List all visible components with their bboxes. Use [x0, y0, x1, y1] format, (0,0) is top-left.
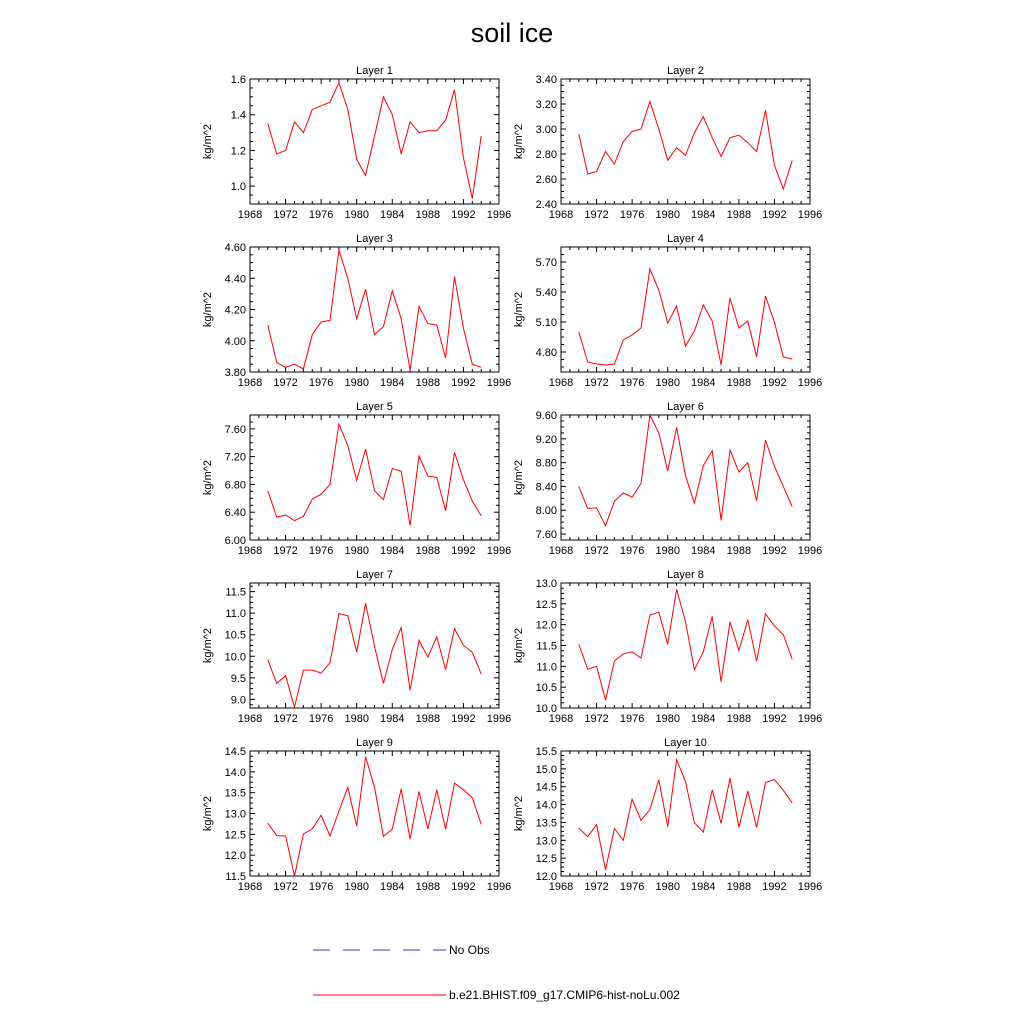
panel-layer-3-xtick-label: 1980 — [344, 377, 369, 389]
panel-layer-1-ytick-label: 1.6 — [230, 74, 246, 86]
panel-layer-10-ytick-label: 12.5 — [535, 853, 557, 866]
panel-layer-8-xtick-label: 1976 — [619, 713, 645, 725]
panel-layer-9-xtick-label: 1972 — [273, 881, 298, 893]
panel-layer-6-xtick-label: 1992 — [762, 545, 787, 557]
panel-layer-9-xtick-label: 1968 — [237, 881, 263, 893]
panel-layer-6-xtick-label: 1976 — [619, 545, 645, 557]
panel-layer-5-xtick-label: 1980 — [344, 545, 369, 557]
panel-layer-8-ylabel: kg/m^2 — [513, 627, 525, 664]
panel-layer-4-xtick-label: 1992 — [762, 377, 787, 389]
panel-layer-7-xtick-label: 1996 — [486, 713, 512, 725]
panel-layer-10-xtick-label: 1976 — [619, 881, 645, 893]
panel-layer-6-ytick-label: 8.80 — [535, 457, 557, 470]
panel-layer-5-ylabel: kg/m^2 — [202, 459, 214, 496]
panel-layer-9-title: Layer 9 — [356, 737, 393, 749]
panel-layer-9-xtick-label: 1980 — [344, 881, 369, 893]
panel-layer-7-ytick-label: 11.0 — [225, 608, 246, 621]
panel-layer-9-ytick-label: 14.0 — [224, 766, 246, 779]
panel-layer-6-xtick-label: 1984 — [691, 545, 716, 557]
panel-layer-10-xtick-label: 1980 — [655, 881, 680, 893]
panel-layer-10-xtick-label: 1984 — [691, 881, 716, 893]
panel-layer-7-xtick-label: 1984 — [380, 713, 405, 725]
panel-layer-8-ytick-label: 13.0 — [535, 578, 557, 590]
panel-layer-10-xtick-label: 1992 — [762, 881, 787, 893]
panel-layer-10-xtick-label: 1996 — [797, 881, 823, 893]
panel-layer-3-xtick-label: 1992 — [451, 377, 476, 389]
panel-layer-7-xtick-label: 1988 — [415, 713, 441, 725]
panel-layer-9-ytick-label: 12.5 — [224, 829, 246, 842]
panel-layer-3-ytick-label: 4.60 — [224, 242, 246, 254]
panel-layer-5-xtick-label: 1984 — [380, 545, 405, 557]
panel-layer-9-xtick-label: 1996 — [486, 881, 512, 893]
panel-layer-5-xtick-label: 1968 — [237, 545, 263, 557]
panel-layer-8-ytick-label: 11.5 — [536, 640, 557, 653]
panel-layer-10-ytick-label: 12.0 — [535, 871, 557, 883]
panel-layer-2-xtick-label: 1976 — [619, 209, 645, 221]
panel-layer-5-ytick-label: 6.00 — [224, 535, 246, 547]
panel-layer-9-ytick-label: 13.5 — [224, 787, 246, 800]
panel-layer-6-xtick-label: 1988 — [726, 545, 752, 557]
panel-layer-7-ytick-label: 10.5 — [224, 629, 246, 642]
panel-layer-1-title: Layer 1 — [356, 65, 393, 77]
panel-layer-8-ytick-label: 10.5 — [535, 682, 557, 695]
panel-layer-10-ytick-label: 15.5 — [535, 746, 557, 758]
panel-layer-7-ylabel: kg/m^2 — [202, 627, 214, 664]
panel-layer-4-xtick-label: 1988 — [726, 377, 752, 389]
legend-label-model: b.e21.BHIST.f09_g17.CMIP6-hist-noLu.002 — [449, 988, 680, 1002]
panel-layer-2-xtick-label: 1988 — [726, 209, 752, 221]
panel-layer-1-xtick-label: 1980 — [344, 209, 369, 221]
panel-layer-9-ylabel: kg/m^2 — [202, 795, 214, 832]
panel-layer-4-ytick-label: 5.10 — [535, 317, 557, 329]
panel-layer-4-ytick-label: 4.80 — [535, 347, 557, 359]
panel-layer-8-title: Layer 8 — [667, 569, 704, 581]
panel-layer-6-ytick-label: 9.20 — [535, 433, 557, 446]
panel-layer-7-ytick-label: 10.0 — [224, 651, 246, 664]
panel-layer-8-xtick-label: 1980 — [655, 713, 680, 725]
panel-layer-2-ytick-label: 3.40 — [535, 74, 557, 86]
panel-layer-4-xtick-label: 1996 — [797, 377, 823, 389]
panel-layer-5-title: Layer 5 — [356, 401, 393, 413]
panel-layer-2-xtick-label: 1980 — [655, 209, 680, 221]
panel-layer-3-ytick-label: 4.00 — [224, 335, 246, 348]
panel-layer-1-xtick-label: 1984 — [380, 209, 405, 221]
legend-label-no-obs: No Obs — [449, 943, 490, 957]
panel-layer-3-xtick-label: 1996 — [486, 377, 512, 389]
panel-layer-6-xtick-label: 1996 — [797, 545, 823, 557]
panel-layer-10-title: Layer 10 — [664, 737, 707, 749]
panel-layer-1-xtick-label: 1988 — [415, 209, 441, 221]
panel-layer-10-xtick-label: 1988 — [726, 881, 752, 893]
panel-layer-6-xtick-label: 1972 — [584, 545, 609, 557]
panel-layer-6-xtick-label: 1980 — [655, 545, 680, 557]
panel-layer-7-xtick-label: 1972 — [273, 713, 298, 725]
panel-layer-1-xtick-label: 1976 — [308, 209, 334, 221]
panel-layer-2-ytick-label: 3.20 — [535, 99, 557, 111]
panel-layer-9-xtick-label: 1992 — [451, 881, 476, 893]
panel-layer-6-xtick-label: 1968 — [548, 545, 574, 557]
panel-layer-10-ytick-label: 15.0 — [535, 763, 557, 776]
panel-layer-5-ytick-label: 6.80 — [224, 479, 246, 492]
panel-layer-7-ytick-label: 9.0 — [230, 694, 246, 707]
panel-layer-1-xtick-label: 1972 — [273, 209, 298, 221]
panel-layer-1-xtick-label: 1968 — [237, 209, 263, 221]
panel-layer-4-ylabel: kg/m^2 — [513, 291, 525, 328]
panel-layer-3-ytick-label: 4.20 — [224, 304, 246, 317]
panel-layer-10-xtick-label: 1968 — [548, 881, 574, 893]
panel-layer-6-ytick-label: 8.00 — [535, 505, 557, 518]
panel-layer-3-xtick-label: 1984 — [380, 377, 405, 389]
panel-layer-4-xtick-label: 1980 — [655, 377, 680, 389]
panel-layer-2-ytick-label: 2.40 — [535, 199, 557, 211]
panel-layer-9-ytick-label: 13.0 — [224, 808, 246, 821]
panel-layer-10-xtick-label: 1972 — [584, 881, 609, 893]
panel-layer-8-ytick-label: 12.5 — [535, 598, 557, 611]
panel-layer-6-ytick-label: 7.60 — [535, 529, 557, 542]
panel-layer-9-xtick-label: 1984 — [380, 881, 405, 893]
panel-layer-9-ytick-label: 14.5 — [224, 746, 246, 758]
panel-layer-7-ytick-label: 11.5 — [225, 586, 246, 599]
panel-layer-3-ylabel: kg/m^2 — [202, 291, 214, 328]
panel-layer-3-xtick-label: 1988 — [415, 377, 441, 389]
panel-layer-8-xtick-label: 1992 — [762, 713, 787, 725]
panel-layer-3-xtick-label: 1976 — [308, 377, 334, 389]
panel-layer-5-xtick-label: 1992 — [451, 545, 476, 557]
panel-layer-6-title: Layer 6 — [667, 401, 704, 413]
panel-layer-10-ylabel: kg/m^2 — [513, 795, 525, 832]
panel-layer-1-ytick-label: 1.2 — [230, 145, 246, 158]
panel-layer-8-xtick-label: 1996 — [797, 713, 823, 725]
panel-layer-7-xtick-label: 1980 — [344, 713, 369, 725]
panel-layer-2-xtick-label: 1996 — [797, 209, 823, 221]
panel-layer-5-ytick-label: 6.40 — [224, 507, 246, 520]
panel-layer-8-ytick-label: 11.0 — [536, 661, 557, 674]
panel-layer-1-ylabel: kg/m^2 — [202, 123, 214, 160]
panel-layer-5-ytick-label: 7.20 — [224, 451, 246, 464]
panel-layer-1-ytick-label: 1.4 — [230, 109, 246, 122]
panel-layer-9-ytick-label: 11.5 — [225, 871, 246, 883]
figure-title: soil ice — [470, 18, 554, 48]
panel-layer-8-xtick-label: 1968 — [548, 713, 574, 725]
panel-layer-10-ytick-label: 13.0 — [535, 835, 557, 848]
panel-layer-7-xtick-label: 1992 — [451, 713, 476, 725]
panel-layer-5-xtick-label: 1976 — [308, 545, 334, 557]
panel-layer-2-ytick-label: 2.60 — [535, 174, 557, 186]
panel-layer-8-xtick-label: 1984 — [691, 713, 716, 725]
panel-layer-3-title: Layer 3 — [356, 233, 393, 245]
panel-layer-7-ytick-label: 9.5 — [230, 672, 246, 685]
panel-layer-3-ytick-label: 4.40 — [224, 273, 246, 286]
panel-layer-7-xtick-label: 1976 — [308, 713, 334, 725]
panel-layer-10-ytick-label: 14.5 — [535, 781, 557, 794]
panel-layer-4-title: Layer 4 — [667, 233, 704, 245]
panel-layer-5-xtick-label: 1996 — [486, 545, 512, 557]
panel-layer-8-xtick-label: 1988 — [726, 713, 752, 725]
panel-layer-2-xtick-label: 1972 — [584, 209, 609, 221]
panel-layer-5-ytick-label: 7.60 — [224, 423, 246, 436]
panel-layer-2-ytick-label: 3.00 — [535, 124, 557, 136]
panel-layer-7-xtick-label: 1968 — [237, 713, 263, 725]
panel-layer-3-xtick-label: 1972 — [273, 377, 298, 389]
panel-layer-1-xtick-label: 1996 — [486, 209, 512, 221]
panel-layer-8-ytick-label: 12.0 — [535, 619, 557, 632]
panel-layer-6-ytick-label: 9.60 — [535, 410, 557, 422]
panel-layer-3-ytick-label: 3.80 — [224, 367, 246, 379]
panel-layer-1-xtick-label: 1992 — [451, 209, 476, 221]
panel-layer-1-ytick-label: 1.0 — [230, 181, 246, 194]
panel-layer-2-xtick-label: 1992 — [762, 209, 787, 221]
panel-layer-2-xtick-label: 1968 — [548, 209, 574, 221]
panel-layer-8-ytick-label: 10.0 — [535, 703, 557, 715]
panel-layer-6-ylabel: kg/m^2 — [513, 459, 525, 496]
panel-layer-4-xtick-label: 1968 — [548, 377, 574, 389]
panel-layer-5-xtick-label: 1972 — [273, 545, 298, 557]
panel-layer-4-xtick-label: 1976 — [619, 377, 645, 389]
panel-layer-9-xtick-label: 1988 — [415, 881, 441, 893]
panel-layer-5-xtick-label: 1988 — [415, 545, 441, 557]
panel-layer-4-ytick-label: 5.70 — [535, 257, 557, 269]
panel-layer-8-xtick-label: 1972 — [584, 713, 609, 725]
panel-layer-6-ytick-label: 8.40 — [535, 481, 557, 494]
panel-layer-2-title: Layer 2 — [667, 65, 704, 77]
panel-layer-3-xtick-label: 1968 — [237, 377, 263, 389]
panel-layer-4-xtick-label: 1984 — [691, 377, 716, 389]
panel-layer-2-ytick-label: 2.80 — [535, 149, 557, 161]
panel-layer-10-ytick-label: 14.0 — [535, 799, 557, 812]
panel-layer-10-ytick-label: 13.5 — [535, 817, 557, 830]
panel-layer-9-ytick-label: 12.0 — [224, 850, 246, 863]
panel-layer-4-ytick-label: 5.40 — [535, 287, 557, 299]
panel-layer-2-xtick-label: 1984 — [691, 209, 716, 221]
panel-layer-4-xtick-label: 1972 — [584, 377, 609, 389]
panel-layer-9-xtick-label: 1976 — [308, 881, 334, 893]
panel-layer-2-ylabel: kg/m^2 — [513, 123, 525, 160]
panel-layer-7-title: Layer 7 — [356, 569, 393, 581]
